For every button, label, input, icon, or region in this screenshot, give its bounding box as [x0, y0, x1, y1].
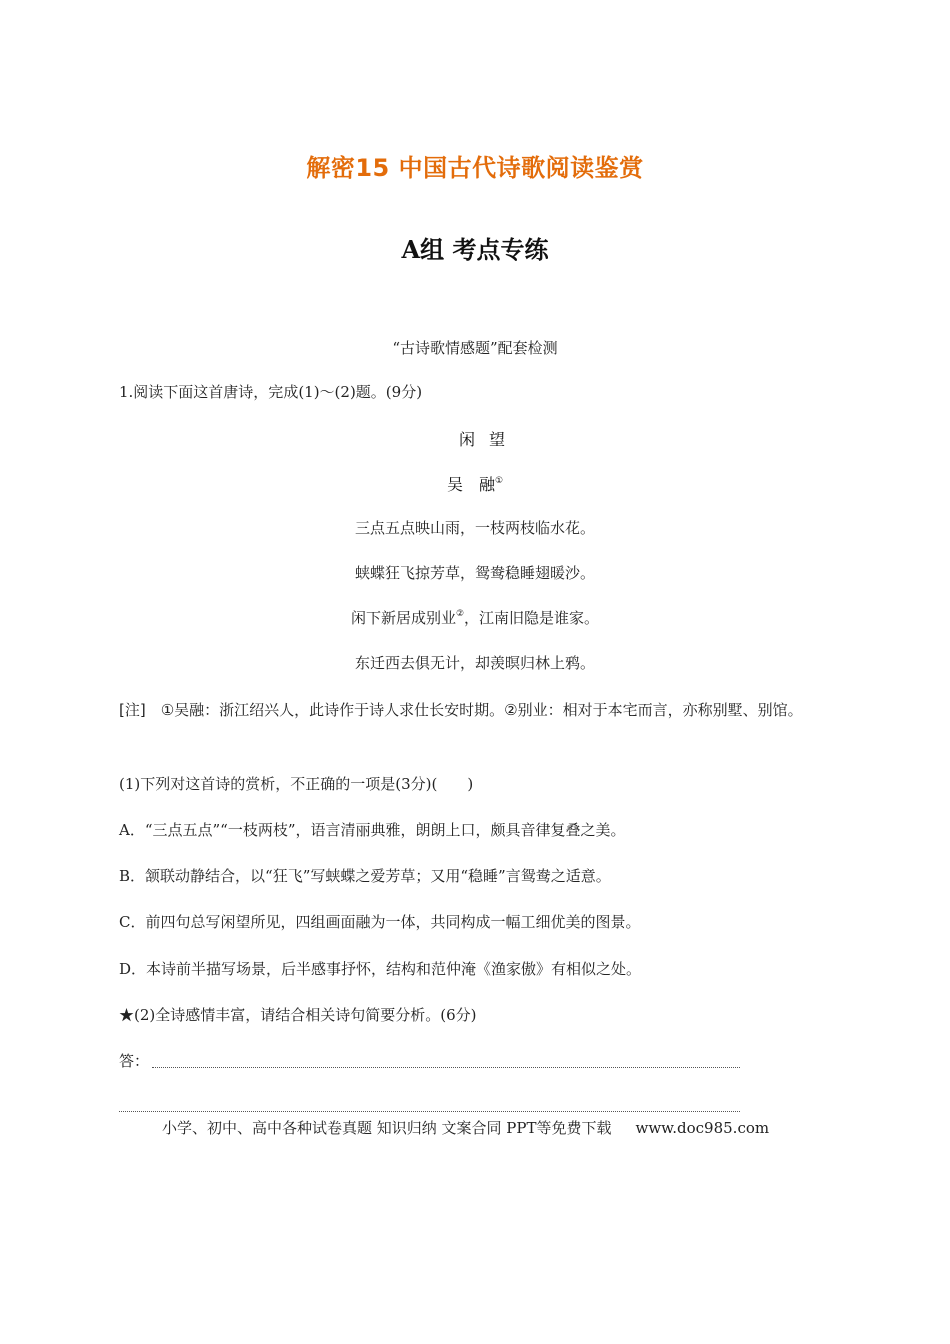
poem-note-text: [注] ①吴融：浙江绍兴人，此诗作于诗人求仕长安时期。②别业：相对于本宅而言，亦称别墅、别馆。 [119, 701, 803, 719]
poem-line-2: 蛱蝶狂飞掠芳草，鸳鸯稳睡翅暖沙。 [354, 564, 595, 582]
option-d: D．本诗前半描写场景，后半感事抒怀，结构和范仲淹《渔家傲》有相似之处。 [119, 960, 642, 978]
answer-label: 答： [119, 1052, 150, 1070]
poem-line-3-part-2: ，江南旧隐是谁家。 [464, 609, 600, 627]
section-title: “古诗歌情感题”配套检测 [392, 339, 558, 357]
answer-line[interactable] [152, 1067, 740, 1068]
group-title: A组 考点专练 [401, 235, 549, 264]
page-title: 解密15 中国古代诗歌阅读鉴赏 [306, 154, 644, 182]
poem-line-3 [0, 607, 950, 628]
sub-question-1-prompt: (1)下列对这首诗的赏析，不正确的一项是(3分)( ) [119, 775, 474, 793]
answer-line-2[interactable] [119, 1111, 740, 1112]
poem-author-given: 融 [478, 475, 495, 494]
line-footnote-mark: ② [455, 609, 465, 619]
footer [162, 1117, 769, 1138]
poem-title: 闲望 [458, 430, 519, 449]
poem-author-surname: 吴 [446, 475, 463, 494]
poem-line-4: 东迁西去俱无计，却羡暝归林上鸦。 [354, 654, 595, 672]
sub-question-2-prompt: ★(2)全诗感情丰富，请结合相关诗句简要分析。(6分) [119, 1006, 477, 1024]
poem-note [86, 695, 866, 725]
option-c: C．前四句总写闲望所见，四组画面融为一体，共同构成一幅工细优美的图景。 [119, 913, 641, 931]
option-a: A．“三点五点”“一枝两枝”，语言清丽典雅，朗朗上口，颇具音律复叠之美。 [119, 821, 626, 839]
footer-text: 小学、初中、高中各种试卷真题 知识归纳 文案合同 PPT等免费下载 [162, 1119, 612, 1137]
footer-site-link[interactable]: www.doc985.com [635, 1119, 770, 1137]
poem-line-1: 三点五点映山雨，一枝两枝临水花。 [354, 519, 595, 537]
option-b: B．颔联动静结合，以“狂飞”写蛱蝶之爱芳草；又用“稳睡”言鸳鸯之适意。 [119, 867, 611, 885]
poem-line-3-part-1: 闲下新居成别业 [350, 609, 456, 627]
question-1-prompt: 1.阅读下面这首唐诗，完成(1)～(2)题。(9分) [119, 383, 423, 401]
author-footnote-mark: ① [494, 476, 504, 486]
poem-author [0, 472, 950, 495]
